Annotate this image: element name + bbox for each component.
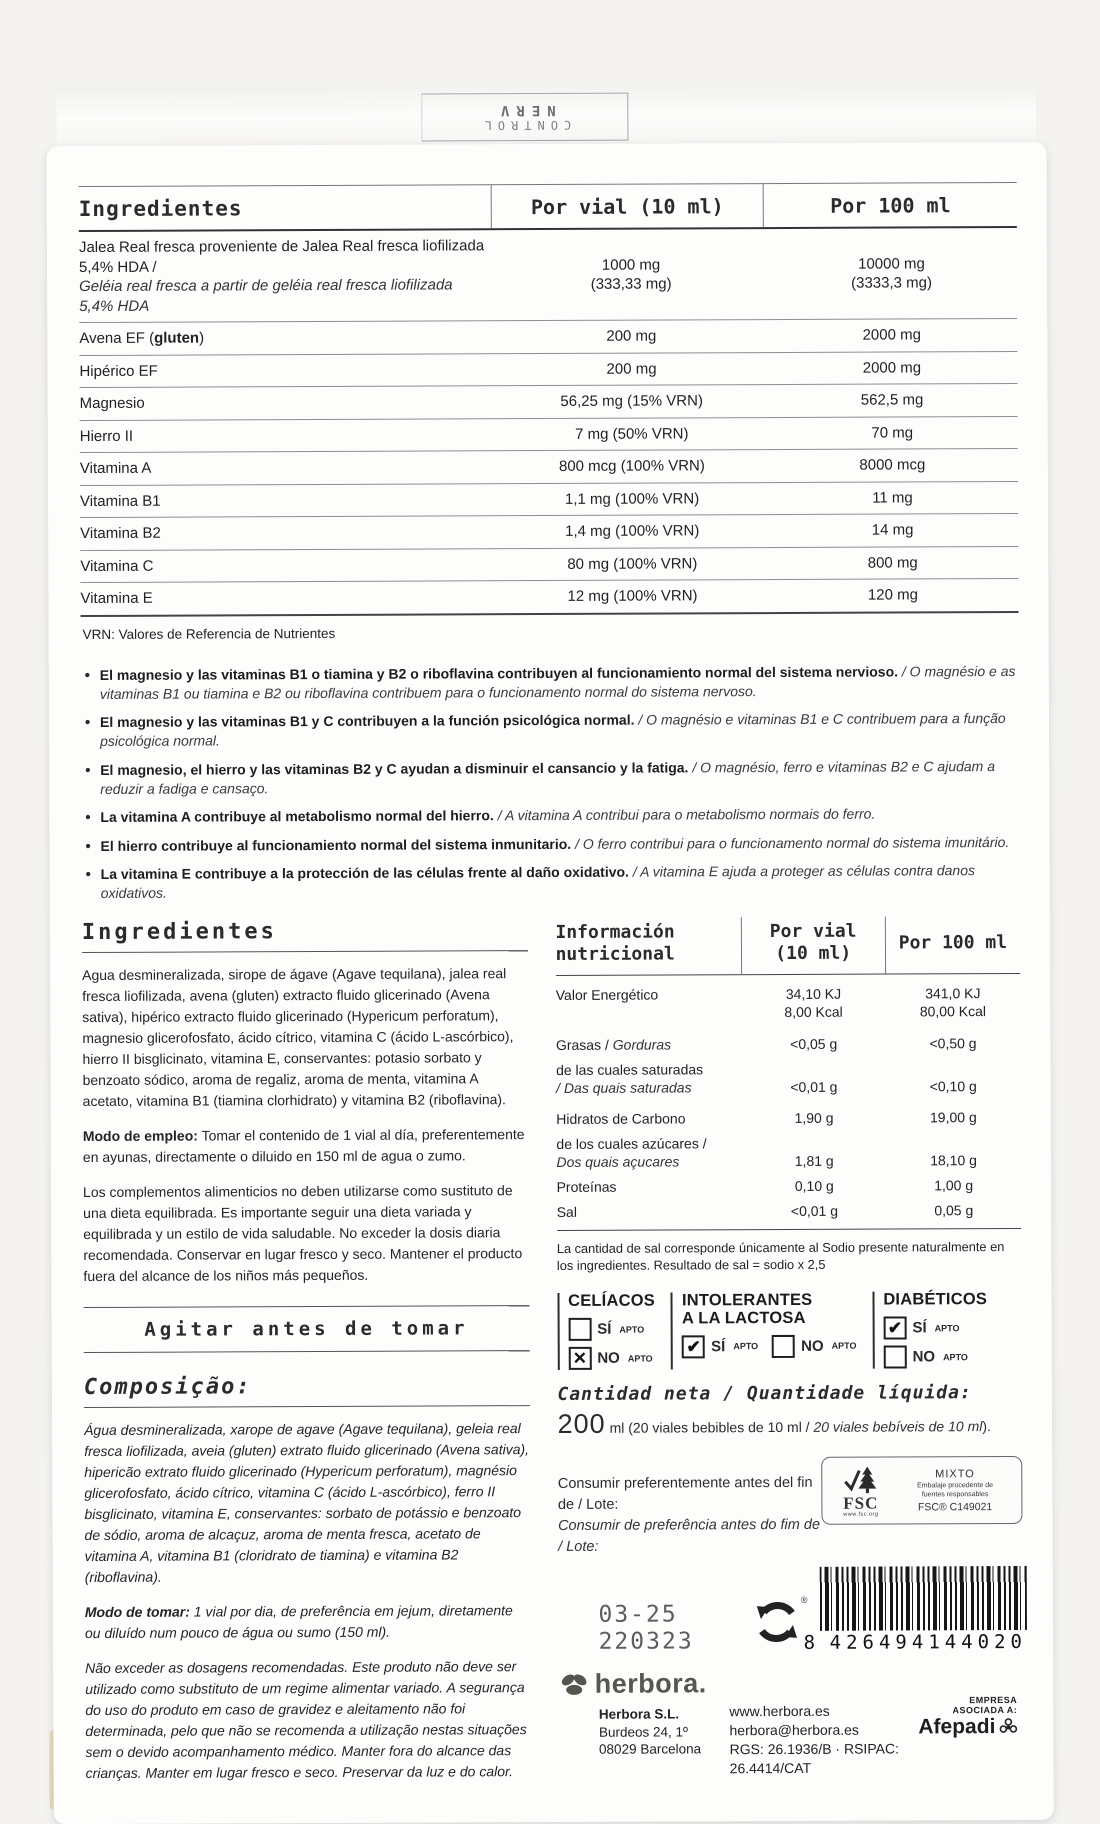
claim-es: La vitamina E contribuye a la protección de las células frente al daño oxidativo. (100, 863, 629, 882)
barcode (803, 1566, 1027, 1655)
claim-item (84, 861, 1018, 904)
diabeticos-title: DIABÉTICOS (883, 1290, 988, 1309)
herbora-leaf-icon (559, 1672, 589, 1698)
sal-note: La cantidad de sal corresponde únicamente al Sodio presente naturalmente en los ingredientes. Resultado de sal = sodio x 2,5 (556, 1238, 1005, 1274)
celiacos-no-option (568, 1347, 655, 1370)
left-column (82, 918, 531, 1798)
table-row (80, 514, 1018, 551)
best-before-text (558, 1457, 822, 1558)
checkbox-checked: ✔ (682, 1335, 705, 1358)
cantidad-neta-title: Cantidad neta / Quantidade líquida: (557, 1382, 972, 1406)
ingredients-table-header (79, 183, 1017, 232)
table-row (80, 449, 1018, 486)
claim-item (83, 709, 1017, 752)
agitar-banner: Agitar antes de tomar (84, 1305, 530, 1353)
lactosa-title-line2: A LA LACTOSA (681, 1309, 806, 1328)
composicao-section-title: Composição: (84, 1373, 530, 1408)
nut-col1-line1: Información (555, 921, 675, 943)
lactosa-title-line1: INTOLERANTES (681, 1291, 813, 1310)
per100-value: 2000 mg (862, 326, 921, 344)
col-header-ingredientes: Ingredientes (78, 196, 243, 222)
nutrition-table (555, 916, 1021, 1231)
lot-date-line1: 03-25 (598, 1601, 678, 1629)
ingredient-name: Hierro II (79, 427, 134, 445)
nutrition-row (556, 1022, 1021, 1056)
claim-es: El magnesio y las vitaminas B1 y C contribuyen a la función psicológica normal. (99, 711, 635, 731)
nut-col3: Por 100 ml (885, 916, 1020, 974)
ingredient-name-pt: Geléia real fresca a partir de geléia real fresca liofilizada 5,4% HDA (79, 276, 453, 315)
afepadi-flower-icon (999, 1718, 1017, 1736)
vial-value-sub: (333,33 mg) (590, 275, 672, 293)
table-row (80, 384, 1018, 421)
nutrient-name: Proteínas (556, 1178, 617, 1196)
company-registration: RGS: 26.1936/B · RSIPAC: 26.4414/CAT (729, 1740, 899, 1777)
per100-value-sub: (3333,3 mg) (851, 274, 933, 292)
health-claims-list (83, 661, 1018, 903)
option-sublabel: APTO (943, 1351, 968, 1362)
per100-value: 120 mg (867, 586, 918, 604)
barcode-bars (819, 1566, 1027, 1631)
option-sublabel: APTO (627, 1353, 653, 1364)
afepadi-wordmark: Afepadi (918, 1715, 996, 1739)
ingredient-name-post: ) (199, 329, 205, 347)
ingredientes-section-title: Ingredientes (82, 918, 528, 953)
modo-empleo-label: Modo de empleo: (82, 1127, 198, 1144)
fsc-url: www.fsc.org (843, 1511, 879, 1518)
nut-col1-line2: nutricional (555, 943, 675, 966)
vial-value: 12 mg (100% VRN) (567, 587, 698, 605)
advert-es-paragraph: Los complementos alimenticios no deben utilizarse como sustituto de una dieta equilibrada. Es importante seguir una dieta variada y equilibrada y un estilo de vida saludable. No exceder la dosis diaria recomendada. Conservar en lugar fresco y seco. Mantener el producto fuera del alcance de los niños más pequeños. (83, 1181, 523, 1284)
table-row (80, 546, 1018, 583)
option-label: NO (912, 1348, 936, 1366)
nut-col2-line1: Por vial (769, 920, 857, 942)
nutrient-100ml-value: 19,00 g (929, 1108, 977, 1125)
nutrient-100ml-value: 18,10 g (930, 1152, 977, 1169)
best-before-es: Consumir preferentemente antes del fin de / Lote: (557, 1474, 813, 1514)
option-label: SÍ (597, 1320, 612, 1338)
option-label: NO (597, 1349, 620, 1367)
diabeticos-si-option (883, 1316, 987, 1339)
ingredient-name: Avena EF ( (79, 329, 155, 348)
claim-pt: / O magnésio e vitaminas B1 e C contribuem para a função psicológica normal. (100, 710, 1006, 750)
ingredient-name: Magnesio (79, 394, 145, 413)
nutrition-row (557, 1196, 1022, 1223)
per100-value: 562,5 mg (860, 391, 924, 409)
checkbox-x-marked: ✕ (568, 1347, 591, 1370)
table-row (80, 416, 1018, 453)
company-email: herbora@herbora.es (729, 1721, 859, 1739)
vial-value: 1,4 mg (100% VRN) (565, 522, 700, 540)
option-sublabel: APTO (619, 1324, 645, 1335)
lactosa-no-option (772, 1335, 856, 1358)
fsc-desc-line1: Embalaje procedente de (917, 1481, 993, 1490)
vial-value: 1,1 mg (100% VRN) (564, 489, 700, 508)
diabeticos-no-option (883, 1345, 987, 1368)
ingredient-name: Hipérico EF (79, 362, 158, 380)
herbora-wordmark: herbora. (594, 1668, 707, 1699)
nutrient-100ml-value: 1,00 g (934, 1177, 974, 1194)
claim-es: La vitamina A contribuye al metabolismo normal del hierro. (100, 807, 494, 826)
flap-brand-line2: NERV (493, 101, 556, 119)
ingredientes-paragraph: Agua desmineralizada, sirope de ágave (Agave tequilana), jalea real fresca liofilizada, avena (gluten) extracto fluido glicerinado (Avena sativa), hipérico extracto fluido glicerinado (Hypericum perforatum), magnesio glicerofosfato, ácido cítrico, vitamina C (ácido L-ascórbico), hierro II bisglicinato, vitamina E, conservantes: potasio sorbato y benzoato sódico, aroma de regaliz, aroma de menta, vitamina A acetato, vitamina B1 (tiamina clorhidrato) y vitamina B2 (riboflavina). (82, 964, 514, 1109)
lactosa-si-option (682, 1335, 758, 1358)
vrn-note: VRN: Valores de Referencia de Nutrientes (82, 625, 336, 642)
nutrition-row (556, 974, 1021, 1024)
manufacturer-block (559, 1667, 1024, 1779)
best-before-pt: Consumir de preferência antes do fim de / Lote: (558, 1516, 821, 1556)
vial-value: 200 mg (606, 327, 657, 345)
claim-pt: / O magnésio e as vitaminas B1 ou tiamina e B2 ou riboflavina contribuem para o funcionamento normal do sistema nervoso. (99, 662, 1016, 702)
table-row (79, 319, 1017, 356)
nutrient-100ml-value2: 80,00 Kcal (919, 1002, 987, 1020)
lot-date-line2: 220323 (598, 1628, 694, 1655)
lactosa-group (671, 1292, 857, 1370)
barcode-digits-3: 144020 (928, 1631, 1027, 1654)
ingredient-name: Jalea Real fresca proveniente de Jalea Real fresca liofilizada 5,4% HDA / (78, 237, 485, 276)
nutrient-vial-value: <0,01 g (790, 1079, 838, 1096)
suitability-groups (557, 1291, 1022, 1370)
option-sublabel: APTO (733, 1341, 759, 1352)
vial-value: 56,25 mg (15% VRN) (560, 392, 703, 410)
modo-empleo-paragraph (83, 1124, 529, 1168)
nutrient-vial-value2: 8,00 Kcal (784, 1003, 843, 1020)
fsc-code: FSC® C149021 (917, 1501, 993, 1514)
green-dot-recycling-icon: ® (753, 1599, 799, 1650)
table-row (80, 481, 1018, 518)
vial-value: 1000 mg (601, 256, 661, 274)
claim-es: El hierro contribuye al funcionamiento normal del sistema inmunitario. (100, 835, 572, 854)
per100-value: 800 mg (867, 553, 918, 572)
nutrition-table-header (555, 916, 1020, 976)
fsc-desc-line2: fuentes responsables (921, 1490, 989, 1499)
claim-item (83, 661, 1017, 704)
nutrient-100ml-value: <0,50 g (929, 1035, 977, 1052)
claim-pt: / O magnésio, ferro e vitaminas B2 e C ajudam a reduzir a fadiga e cansaço. (100, 757, 996, 798)
per100-value: 70 mg (871, 423, 914, 442)
claim-item (83, 757, 1017, 800)
option-label: SÍ (711, 1338, 726, 1356)
nutrient-100ml-value: 341,0 KJ (925, 984, 981, 1001)
composicao-paragraph: Água desmineralizada, xarope de agave (Agave tequilana), geleia real fresca liofilizada, aveia (gluten) extrato fluido glicerinado (Avena sativa), hipericão extrato fluido glicerinado (Hypericum perforatum), magnésio glicerofosfato, ácido cítrico, vitamina C (ácido L-ascórbico), ferro II bisglicinato, vitamina E, conservantes: sorbato de potássio e benzoato de sódio, aroma de alcaçuz, aroma de menta fresca, acetato de vitamina A, vitamina B1 (cloridrato de tiamina) e vitamina B2 (riboflavina). (84, 1419, 530, 1585)
fsc-tree-check-icon (844, 1465, 878, 1495)
modo-tomar-paragraph (85, 1600, 531, 1644)
claim-pt: / O ferro contribui para o funcionamento normal do sistema imunitário. (571, 833, 1010, 852)
net-quantity-number: 200 (557, 1408, 606, 1440)
per100-value: 10000 mg (858, 254, 925, 273)
nutrient-name-pt: Gorduras (612, 1036, 672, 1053)
net-quantity-text: ml (20 viales bebibles de 10 ml / (605, 1418, 814, 1436)
ingredient-name: Vitamina A (79, 459, 152, 478)
celiacos-title: CELÍACOS (568, 1291, 655, 1311)
nutrient-100ml-value: <0,10 g (929, 1078, 977, 1095)
afepadi-label: EMPRESA ASOCIADA A: (952, 1695, 1018, 1716)
nutrient-name: de los cuales azúcares / (556, 1135, 707, 1152)
fsc-certification-label (822, 1456, 1023, 1525)
modo-tomar-label: Modo de tomar: (84, 1603, 190, 1620)
nutrient-vial-value: <0,01 g (790, 1203, 839, 1220)
col-header-por-100ml: Por 100 ml (763, 183, 1017, 227)
celiacos-group (557, 1293, 655, 1370)
ingredient-name: Vitamina B2 (80, 524, 161, 543)
fsc-type: MIXTO (935, 1468, 975, 1481)
box-flap-brand (421, 93, 628, 142)
nutrient-vial-value: 34,10 KJ (785, 985, 842, 1002)
per100-value: 8000 mcg (859, 456, 926, 474)
per100-value: 11 mg (872, 488, 913, 507)
company-address-line2: 08029 Barcelona (598, 1741, 702, 1758)
nutrient-vial-value: 1,90 g (794, 1109, 834, 1126)
barcode-digit-1: 8 (803, 1632, 816, 1655)
cantidad-neta-value (558, 1407, 1023, 1440)
claim-es: El magnesio, el hierro y las vitaminas B2 y C ayudan a disminuir el cansancio y la fatiga. (100, 759, 689, 778)
col-header-por-vial: Por vial (10 ml) (490, 184, 763, 228)
diabeticos-group (872, 1291, 987, 1368)
ingredient-name: Vitamina B1 (79, 492, 161, 510)
checkbox-unchecked (568, 1318, 591, 1341)
checkbox-unchecked (772, 1335, 795, 1358)
checkbox-unchecked (883, 1346, 906, 1369)
vial-value: 800 mcg (100% VRN) (558, 457, 705, 475)
nutrient-100ml-value: 0,05 g (934, 1202, 974, 1219)
modo-empleo-text: Tomar el contenido de 1 vial al día, preferentemente en ayunas, directamente o diluido en 150 ml de agua o zumo. (82, 1125, 525, 1165)
nutrition-row (556, 1054, 1021, 1099)
option-label: NO (801, 1337, 824, 1355)
claim-es: El magnesio y las vitaminas B1 o tiamina y B2 o riboflavina contribuyen al funcionamiento normal del sistema nervioso. (99, 662, 899, 683)
company-name: Herbora S.L. (598, 1706, 680, 1722)
ingredient-name: Vitamina E (80, 589, 153, 608)
barcode-digits-2: 426494 (829, 1631, 929, 1654)
ingredient-name: Vitamina C (80, 557, 154, 575)
flap-brand-line1: CONTROL (478, 117, 572, 133)
net-quantity-text-end: ). (982, 1418, 991, 1435)
net-quantity-text-pt: 20 viales bebíveis de 10 ml (813, 1418, 983, 1435)
option-sublabel: APTO (831, 1341, 857, 1352)
fsc-acronym: FSC (843, 1493, 879, 1513)
modo-tomar-text: 1 vial por dia, de preferência em jejum, diretamente ou diluído num pouco de água ou sumo (150 ml). (84, 1601, 513, 1641)
claim-pt: / A vitamina E ajuda a proteger as células contra danos oxidativos. (100, 862, 976, 902)
nut-col2-line2: (10 ml) (775, 942, 852, 965)
per100-value: 2000 mg (862, 358, 922, 377)
nutrient-name: Valor Energético (555, 986, 659, 1003)
ingredients-table (79, 182, 1019, 617)
checkbox-checked: ✔ (883, 1317, 906, 1340)
table-row (80, 579, 1018, 617)
nutrition-row (556, 1128, 1021, 1173)
nutrient-name-pt: Dos quais açucares (556, 1153, 680, 1170)
option-sublabel: APTO (934, 1322, 960, 1333)
right-column (555, 916, 1027, 1796)
celiacos-si-option (568, 1318, 655, 1341)
nutrient-vial-value: 1,81 g (794, 1152, 834, 1169)
option-label: SÍ (912, 1319, 927, 1337)
product-box-back (46, 82, 1054, 1824)
nutrition-row (556, 1098, 1021, 1130)
nutrient-name-pt: / Das quais saturadas (556, 1079, 692, 1097)
claim-pt: / A vitamina A contribui para o metabolismo normais do ferro. (493, 805, 876, 824)
vial-value: 7 mg (50% VRN) (575, 424, 689, 443)
claim-item (83, 833, 1017, 856)
lot-date-stamp (598, 1602, 693, 1655)
table-row (79, 228, 1017, 323)
nutrient-name: Sal (556, 1204, 577, 1221)
company-website: www.herbora.es (729, 1702, 830, 1720)
claim-item (83, 804, 1017, 827)
company-address-line1: Burdeos 24, 1º (598, 1724, 688, 1740)
nutrient-name: Hidratos de Carbono (556, 1109, 686, 1127)
box-top-flap (56, 82, 1036, 146)
nutrient-name: Grasas / (555, 1036, 613, 1053)
nutrient-vial-value: 0,10 g (794, 1177, 834, 1195)
nutrition-row (557, 1171, 1022, 1198)
ingredient-name-bold: gluten (154, 329, 200, 347)
vial-value: 80 mg (100% VRN) (567, 554, 698, 573)
per100-value: 14 mg (871, 521, 914, 539)
label-panel (46, 142, 1053, 1824)
nutrient-vial-value: <0,05 g (790, 1035, 838, 1052)
table-row (79, 351, 1017, 388)
advert-pt-paragraph: Não exceder as dosagens recomendadas. Este produto não deve ser utilizado como substituto de um regime alimentar variado. A segurança do uso do produto em caso de gravidez e aleitamento não foi determinada, pelo que não se recomenda a utilização nestas situações sem o devido acompanhamento médico. Manter fora do alcance das crianças. Manter em lugar fresco e seco. Preservar da luz e do calor. (85, 1657, 527, 1781)
nutrient-name: de las cuales saturadas (556, 1061, 704, 1079)
vial-value: 200 mg (606, 360, 657, 378)
